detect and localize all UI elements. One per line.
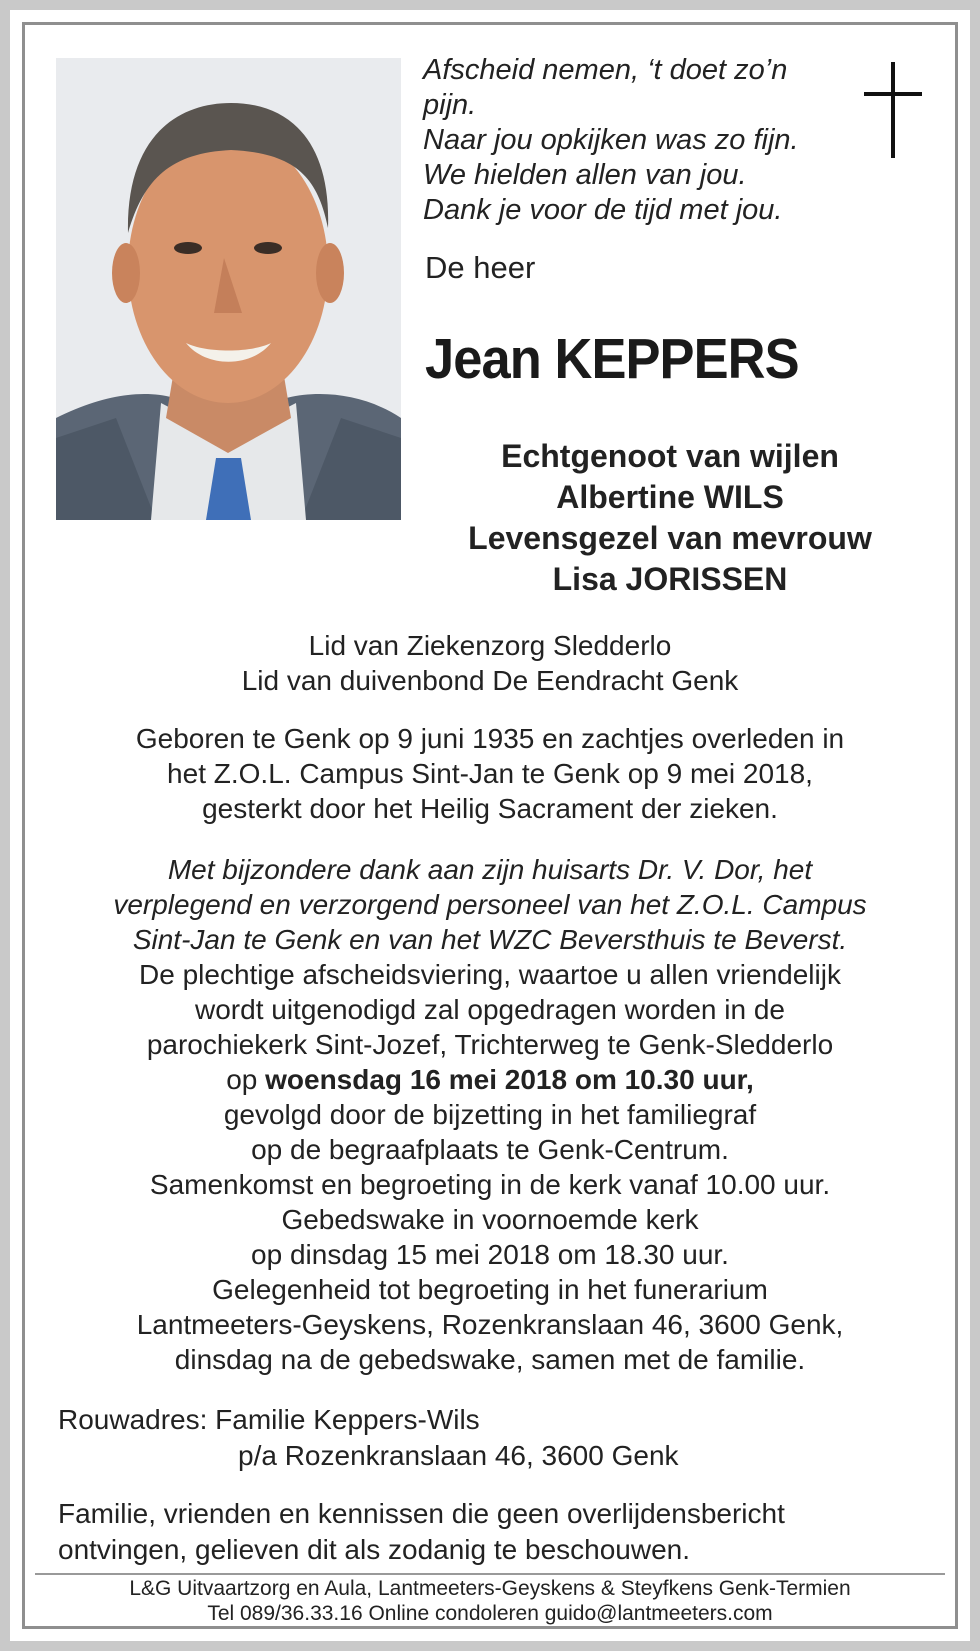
thanks-line: verplegend en verzorgend personeel van het Z.O.L. Campus	[113, 889, 867, 920]
relation-line: Lisa JORISSEN	[552, 561, 788, 597]
poem-line: Dank je voor de tijd met jou.	[423, 194, 783, 226]
ceremony-date-line	[40, 1062, 940, 1097]
relations	[420, 436, 920, 600]
footer-divider	[35, 1573, 945, 1575]
ceremony-line: parochiekerk Sint-Jozef, Trichterweg te Genk-Sledderlo	[146, 1029, 834, 1060]
ceremony-info	[40, 852, 940, 1377]
poem-line: We hielden allen van jou.	[423, 159, 747, 191]
poem-line: Naar jou opkijken was zo fijn.	[423, 124, 799, 156]
notice-line: ontvingen, gelieven dit als zodanig te beschouwen.	[58, 1534, 690, 1565]
salutation: De heer	[425, 250, 536, 285]
ceremony-line: Gelegenheid tot begroeting in het funerarium	[212, 1274, 768, 1305]
birth-death-info	[40, 721, 940, 826]
thanks-line: Sint-Jan te Genk en van het WZC Beversthuis te Beverst.	[132, 924, 848, 955]
ceremony-line: Gebedswake in voornoemde kerk	[281, 1204, 699, 1235]
thanks-line: Met bijzondere dank aan zijn huisarts Dr. V. Dor, het	[167, 854, 813, 885]
membership-line: Lid van duivenbond De Eendracht Genk	[241, 665, 739, 696]
notice-line: Familie, vrienden en kennissen die geen overlijdensbericht	[58, 1498, 785, 1529]
memberships	[40, 628, 940, 698]
ceremony-line: De plechtige afscheidsviering, waartoe u allen vriendelijk	[139, 959, 841, 990]
ceremony-date: woensdag 16 mei 2018 om 10.30 uur,	[265, 1064, 754, 1095]
poem	[423, 53, 863, 228]
birth-death-line: het Z.O.L. Campus Sint-Jan te Genk op 9 mei 2018,	[167, 758, 813, 789]
ceremony-line: gevolgd door de bijzetting in het familiegraf	[223, 1099, 757, 1130]
ceremony-line: dinsdag na de gebedswake, samen met de familie.	[174, 1344, 806, 1375]
membership-line: Lid van Ziekenzorg Sledderlo	[308, 630, 672, 661]
ceremony-line: op de begraafplaats te Genk-Centrum.	[251, 1134, 729, 1165]
ceremony-line: op dinsdag 15 mei 2018 om 18.30 uur.	[251, 1239, 729, 1270]
ceremony-date-prefix: op	[226, 1064, 266, 1095]
latin-cross-icon	[864, 62, 922, 158]
birth-death-line: gesterkt door het Heilig Sacrament der zieken.	[202, 793, 778, 824]
poem-line: pijn.	[423, 89, 477, 121]
relation-line: Albertine WILS	[556, 479, 784, 515]
notice	[58, 1496, 785, 1568]
birth-death-line: Geboren te Genk op 9 juni 1935 en zachtjes overleden in	[135, 723, 845, 754]
ceremony-line: Samenkomst en begroeting in de kerk vanaf 10.00 uur.	[149, 1169, 831, 1200]
address-line-1: Rouwadres: Familie Keppers-Wils	[58, 1404, 480, 1435]
ceremony-line: wordt uitgenodigd zal opgedragen worden in de	[195, 994, 785, 1025]
ceremony-line: Lantmeeters-Geyskens, Rozenkranslaan 46, 3600 Genk,	[136, 1309, 844, 1340]
relation-line: Levensgezel van mevrouw	[468, 520, 872, 556]
mourning-address	[58, 1402, 679, 1474]
footer-line: L&G Uitvaartzorg en Aula, Lantmeeters-Geyskens & Steyfkens Genk-Termien	[129, 1577, 851, 1600]
poem-line: Afscheid nemen, ‘t doet zo’n	[423, 54, 788, 86]
footer	[0, 1576, 980, 1626]
deceased-name: Jean KEPPERS	[425, 327, 799, 391]
footer-line: Tel 089/36.33.16 Online condoleren guido@lantmeeters.com	[207, 1602, 773, 1625]
relation-line: Echtgenoot van wijlen	[501, 438, 839, 474]
portrait-photo	[56, 58, 401, 520]
address-line-2: p/a Rozenkranslaan 46, 3600 Genk	[238, 1440, 679, 1471]
